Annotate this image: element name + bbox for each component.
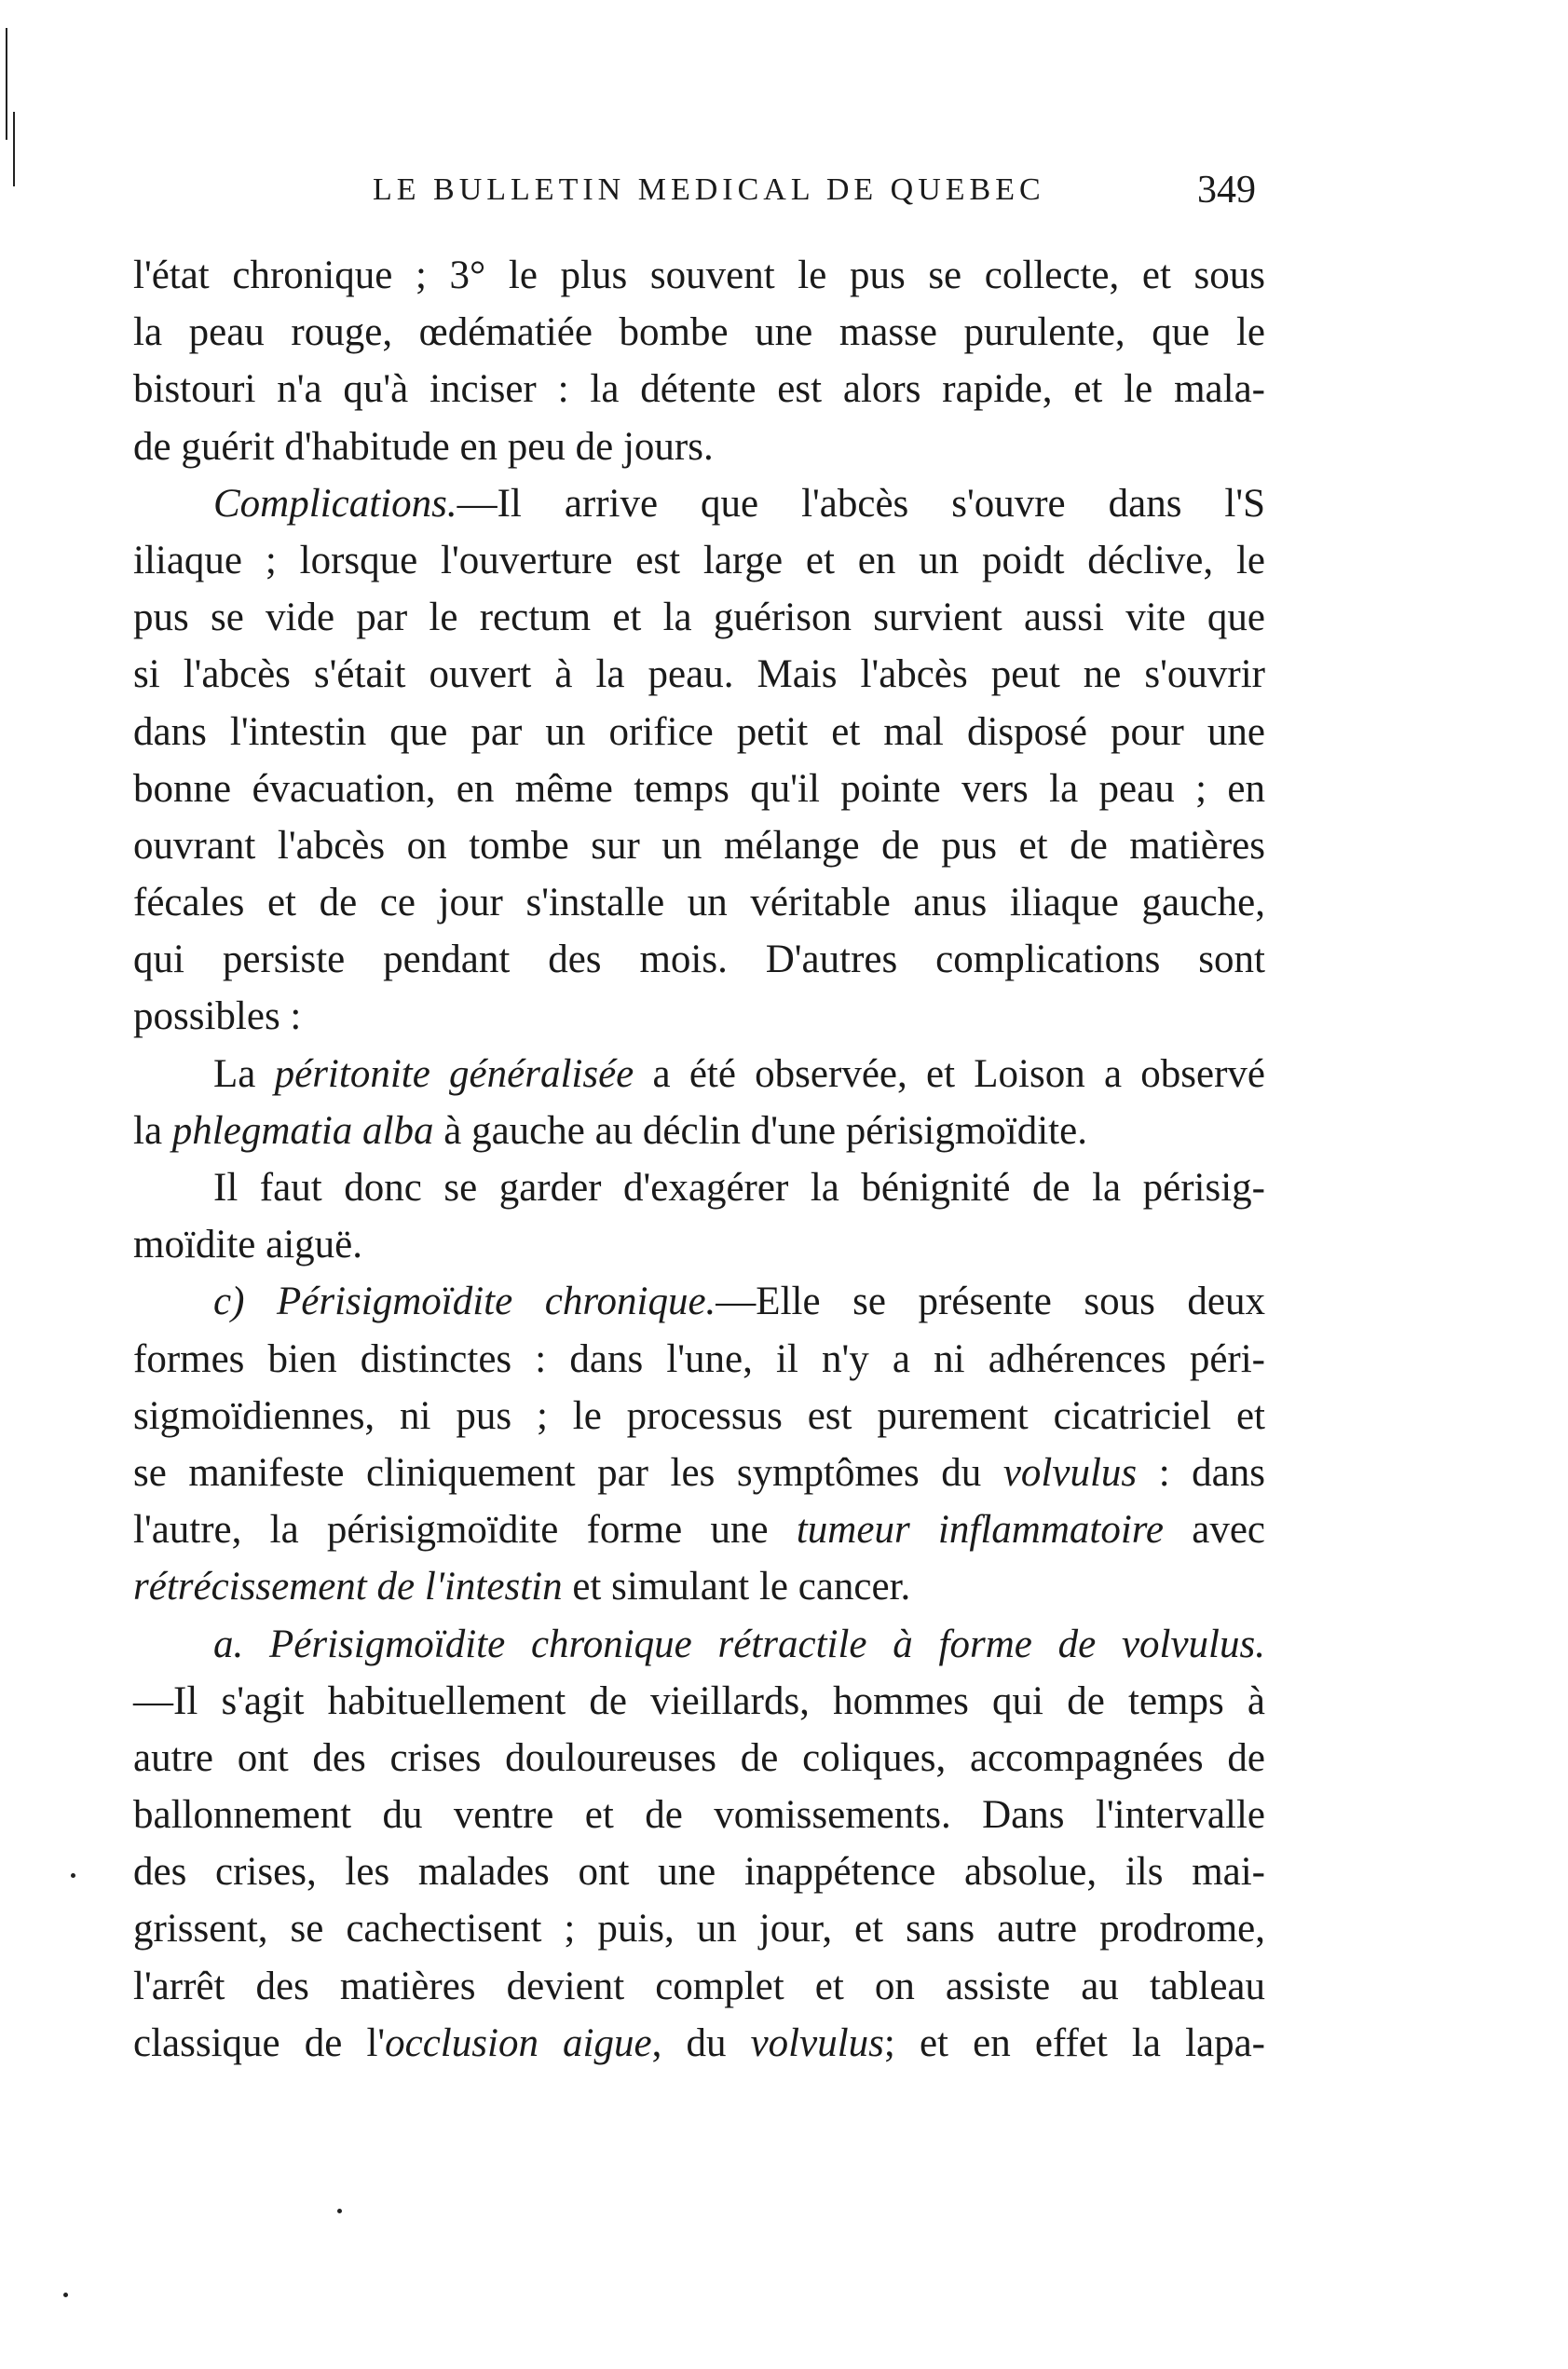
text-line: bistouri n'a qu'à inciser : la détente est alors rapide, et le mala- xyxy=(133,367,1265,412)
ink-speck xyxy=(63,2293,68,2297)
section-heading: a. Périsigmoïdite chronique rétractile à forme de volvulus. xyxy=(213,1622,1265,1666)
text-line: qui persiste pendant des mois. D'autres complications sont xyxy=(133,938,1265,982)
ink-speck xyxy=(337,2209,342,2213)
ink-speck xyxy=(71,1873,75,1878)
text-line: possibles : xyxy=(133,994,302,1039)
text-line: l'autre, la périsigmoïdite forme une tumeur inflammatoire avec xyxy=(133,1508,1266,1553)
body-text xyxy=(133,247,1265,2072)
text-line: —Il s'agit habituellement de vieillards, hommes qui de temps à xyxy=(133,1678,1265,1723)
text-line: moïdite aiguë. xyxy=(133,1223,362,1267)
section-heading: Périsigmoïdite chronique. xyxy=(277,1280,716,1324)
text-line: formes bien distinctes : dans l'une, il n'y a ni adhérences péri- xyxy=(133,1336,1265,1381)
text-line: bonne évacuation, en même temps qu'il pointe vers la peau ; en xyxy=(133,766,1265,811)
text-line: dans l'intestin que par un orifice petit et mal disposé pour une xyxy=(133,709,1265,754)
text-line xyxy=(133,1616,1265,1673)
text-line: La péritonite généralisée a été observée, et Loison a observé xyxy=(213,1051,1265,1096)
text-line: rétrécissement de l'intestin et simulant le cancer. xyxy=(133,1565,911,1609)
text-line: l'état chronique ; 3° le plus souvent le pus se collecte, et sous xyxy=(133,253,1265,297)
page-number: 349 xyxy=(1197,169,1256,212)
text-line: autre ont des crises douloureuses de coliques, accompagnées de xyxy=(133,1735,1265,1780)
text-line: l'arrêt des matières devient complet et on assiste au tableau xyxy=(133,1964,1265,2008)
scan-edge-mark xyxy=(6,28,7,140)
text-line: la peau rouge, œdématiée bombe une masse purulente, que le xyxy=(133,310,1265,355)
text-line: de guérit d'habitude en peu de jours. xyxy=(133,424,714,469)
scan-edge-mark xyxy=(13,112,15,186)
text-line: c) Périsigmoïdite chronique.—Elle se présente sous deux xyxy=(213,1280,1266,1324)
text-line: fécales et de ce jour s'installe un véritable anus iliaque gauche, xyxy=(133,881,1265,925)
running-title: LE BULLETIN MEDICAL DE QUEBEC xyxy=(373,172,1045,207)
text-line: se manifeste cliniquement par les symptômes du volvulus : dans xyxy=(133,1450,1265,1495)
text-line: classique de l'occlusion aigue, du volvulus; et en effet la lapa- xyxy=(133,2020,1266,2065)
text-line: ballonnement du ventre et de vomissements. Dans l'intervalle xyxy=(133,1793,1265,1838)
text-line: Il faut donc se garder d'exagérer la bénignité de la périsig- xyxy=(213,1166,1265,1210)
text-line: des crises, les malades ont une inappétence absolue, ils mai- xyxy=(133,1850,1265,1895)
section-heading: Complications. xyxy=(213,481,457,526)
text-line: grissent, se cachectisent ; puis, un jour, et sans autre prodrome, xyxy=(133,1907,1265,1951)
text-line: Complications.—Il arrive que l'abcès s'ouvre dans l'S xyxy=(213,481,1265,526)
text-line: pus se vide par le rectum et la guérison survient aussi vite que xyxy=(133,596,1265,640)
text-line: si l'abcès s'était ouvert à la peau. Mais l'abcès peut ne s'ouvrir xyxy=(133,652,1265,697)
text-line: la phlegmatia alba à gauche au déclin d'une périsigmoïdite. xyxy=(133,1108,1087,1153)
text-line: ouvrant l'abcès on tombe sur un mélange de pus et de matières xyxy=(133,823,1265,868)
text-line: sigmoïdiennes, ni pus ; le processus est purement cicatriciel et xyxy=(133,1393,1265,1438)
text-line: iliaque ; lorsque l'ouverture est large et en un poidt déclive, le xyxy=(133,538,1265,582)
